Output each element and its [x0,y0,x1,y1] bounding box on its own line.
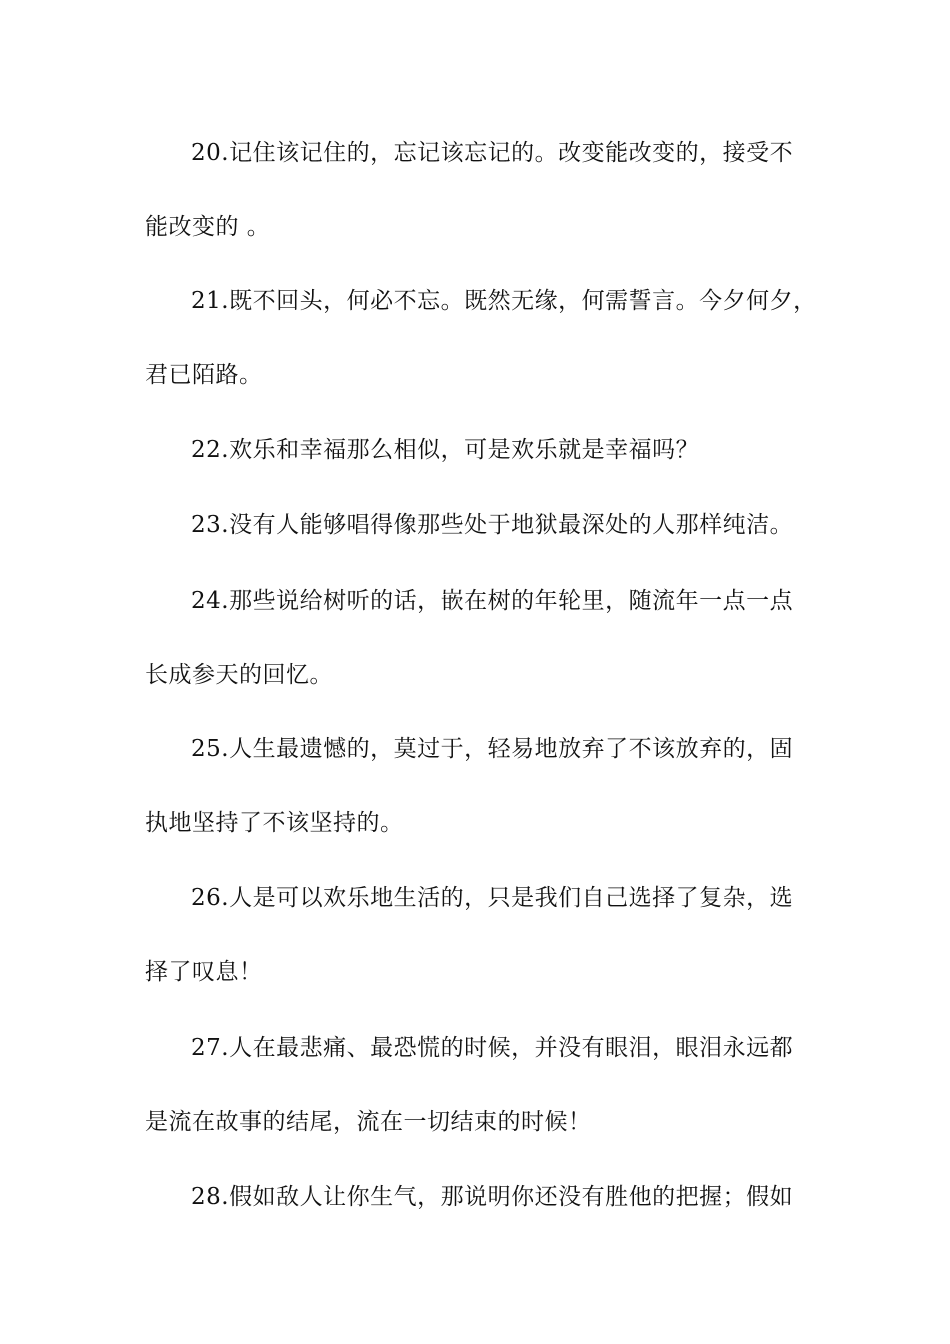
paragraph-line: 27.人在最悲痛、最恐慌的时候，并没有眼泪，眼泪永远都 [191,1035,794,1061]
paragraph-line: 28.假如敌人让你生气，那说明你还没有胜他的把握；假如 [191,1184,794,1210]
paragraph-line: 君已陌路。 [145,362,263,388]
paragraph-23 [145,488,825,562]
paragraph-line: 21.既不回头，何必不忘。既然无缘，何需誓言。今夕何夕， [191,288,817,314]
paragraph-22 [145,413,825,487]
paragraph-line: 24.那些说给树听的话，嵌在树的年轮里，随流年一点一点 [191,588,794,614]
paragraph-line: 长成参天的回忆。 [145,662,333,688]
paragraph-line: 23.没有人能够唱得像那些处于地狱最深处的人那样纯洁。 [191,512,794,538]
paragraph-line: 执地坚持了不该坚持的。 [145,810,404,836]
paragraph-25 [145,712,825,860]
paragraph-line: 22.欢乐和幸福那么相似，可是欢乐就是幸福吗？ [191,437,700,463]
paragraph-20 [145,116,825,264]
paragraph-21 [145,264,825,412]
paragraph-27 [145,1011,825,1159]
paragraph-line: 能改变的 。 [145,214,271,240]
paragraph-line: 是流在故事的结尾，流在一切结束的时候！ [145,1109,592,1135]
paragraph-28 [145,1160,825,1234]
paragraph-line: 择了叹息！ [145,959,263,985]
paragraph-line: 20.记住该记住的，忘记该忘记的。改变能改变的，接受不 [191,140,794,166]
paragraph-line: 26.人是可以欢乐地生活的，只是我们自己选择了复杂，选 [191,885,794,911]
paragraph-26 [145,861,825,1009]
paragraph-line: 25.人生最遗憾的，莫过于，轻易地放弃了不该放弃的，固 [191,736,794,762]
paragraph-24 [145,564,825,712]
